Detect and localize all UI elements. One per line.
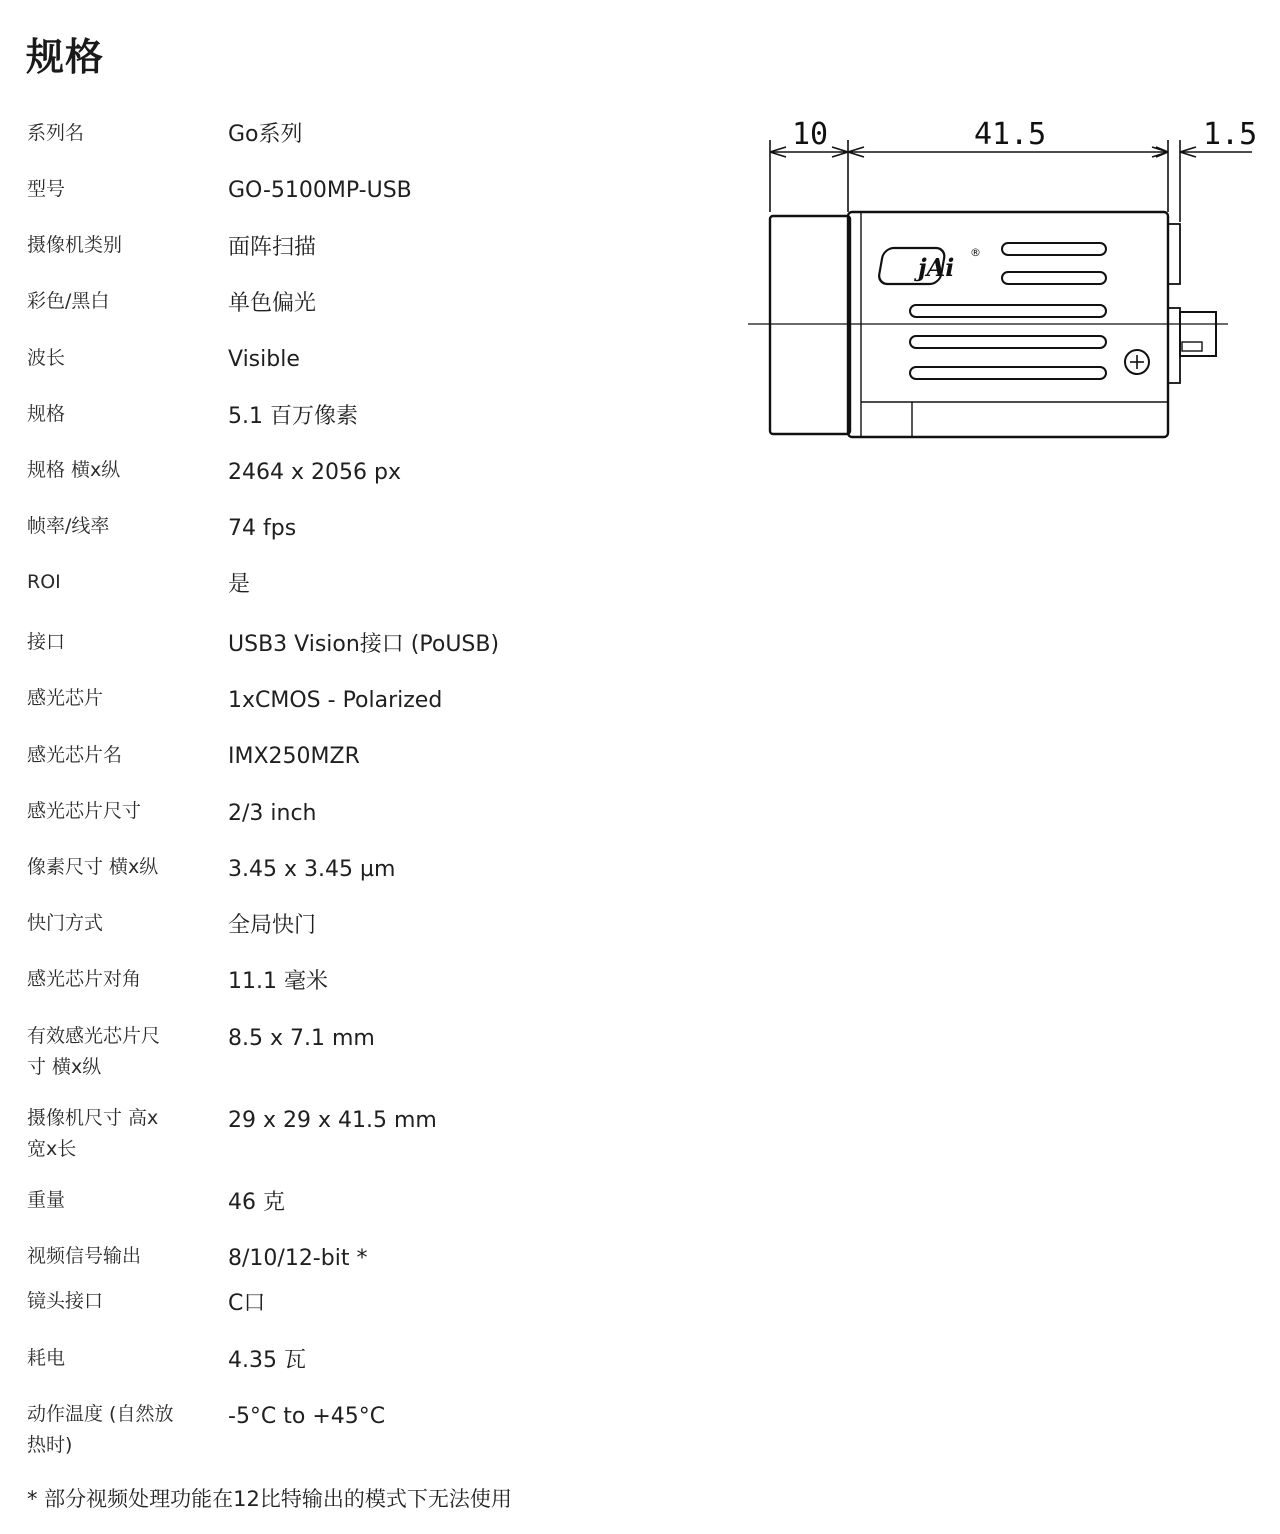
spec-value: 2464 x 2056 px xyxy=(228,460,401,485)
jai-logo xyxy=(878,246,981,284)
dim-body-label: 41.5 xyxy=(974,117,1047,152)
spec-value: Go系列 xyxy=(228,122,303,147)
dimension-labels xyxy=(792,117,1257,152)
spec-value: 1xCMOS - Polarized xyxy=(228,688,443,713)
spec-value: 46 克 xyxy=(228,1190,285,1215)
spec-label: 耗电 xyxy=(27,1347,66,1369)
spec-label: 帧率/线率 xyxy=(27,515,110,537)
footnote: * 部分视频处理功能在12比特输出的模式下无法使用 xyxy=(27,1487,512,1511)
dim-rear-label: 1.5 xyxy=(1203,117,1258,152)
spec-label: 快门方式 xyxy=(27,912,104,934)
spec-label: 规格 横x纵 xyxy=(27,459,121,481)
spec-value: 29 x 29 x 41.5 mm xyxy=(228,1108,437,1133)
spec-value: 是 xyxy=(228,572,251,597)
spec-label: 彩色/黑白 xyxy=(27,290,110,312)
spec-value: -5°C to +45°C xyxy=(228,1404,386,1429)
spec-label: 镜头接口 xyxy=(27,1290,104,1312)
spec-value: 3.45 x 3.45 µm xyxy=(228,857,396,882)
spec-value: 全局快门 xyxy=(228,913,317,938)
spec-label: 系列名 xyxy=(27,122,85,144)
spec-label: 像素尺寸 横x纵 xyxy=(27,856,159,878)
spec-label: 感光芯片 xyxy=(27,687,104,709)
spec-label: 感光芯片对角 xyxy=(27,968,142,990)
spec-value: USB3 Vision接口 (PoUSB) xyxy=(228,632,500,657)
spec-label: 接口 xyxy=(27,631,66,653)
spec-label: ROI xyxy=(27,571,61,593)
spec-label: 有效感光芯片尺寸 横x纵 xyxy=(27,1025,161,1078)
spec-value: 2/3 inch xyxy=(228,801,317,826)
spec-value: IMX250MZR xyxy=(228,744,360,769)
spec-value: Visible xyxy=(228,347,300,372)
spec-value: 5.1 百万像素 xyxy=(228,404,358,429)
spec-label: 规格 xyxy=(27,403,66,425)
registered-mark: ® xyxy=(970,246,981,259)
spec-value: GO-5100MP-USB xyxy=(228,178,412,203)
spec-label: 视频信号输出 xyxy=(27,1245,142,1267)
spec-value: 11.1 毫米 xyxy=(228,969,328,994)
spec-label: 摄像机类别 xyxy=(27,234,123,256)
spec-label: 动作温度 (自然放热时) xyxy=(27,1403,174,1456)
spec-label: 波长 xyxy=(27,347,66,369)
spec-value: 面阵扫描 xyxy=(228,235,317,260)
camera-dimension-drawing xyxy=(740,100,1260,460)
logo-text: jAi xyxy=(918,253,955,282)
spec-value: 8.5 x 7.1 mm xyxy=(228,1026,375,1051)
spec-label: 感光芯片名 xyxy=(27,744,123,766)
spec-value: C口 xyxy=(228,1291,266,1316)
dim-front-label: 10 xyxy=(792,117,829,152)
spec-label: 重量 xyxy=(27,1189,66,1211)
spec-value: 4.35 瓦 xyxy=(228,1348,306,1373)
page-title: 规格 xyxy=(26,35,105,79)
spec-label: 摄像机尺寸 高x宽x长 xyxy=(27,1107,159,1160)
spec-label: 感光芯片尺寸 xyxy=(27,800,142,822)
spec-value: 单色偏光 xyxy=(228,291,317,316)
spec-label: 型号 xyxy=(27,178,66,200)
spec-value: 8/10/12-bit * xyxy=(228,1246,368,1271)
spec-value: 74 fps xyxy=(228,516,297,541)
